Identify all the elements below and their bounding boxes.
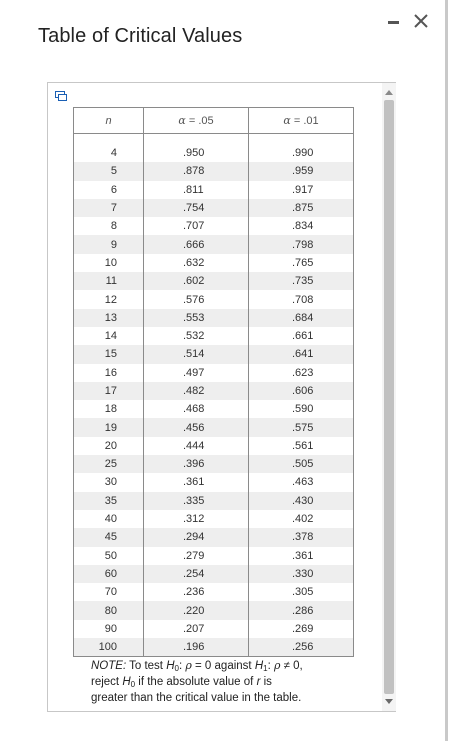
cell-n: 60 xyxy=(74,565,144,583)
cell-alpha-01: .990 xyxy=(249,144,354,162)
popout-icon[interactable] xyxy=(55,90,67,102)
close-button[interactable] xyxy=(411,10,431,32)
table-row xyxy=(74,547,354,565)
scroll-thumb[interactable] xyxy=(384,100,394,694)
cell-alpha-05: .312 xyxy=(144,510,249,528)
table-note: NOTE: To test $H_0$: ρ = 0 against $H_1$: ρ ≠ 0, reject $H_0$ if the absolute value of r is greater than the critical value in the table. xyxy=(91,659,303,704)
cell-n: 14 xyxy=(74,327,144,345)
cell-alpha-05: .335 xyxy=(144,492,249,510)
window-title: Table of Critical Values xyxy=(38,25,243,47)
cell-alpha-05: .361 xyxy=(144,473,249,491)
table-row xyxy=(74,162,354,180)
cell-n: 70 xyxy=(74,583,144,601)
cell-n: 8 xyxy=(74,217,144,235)
cell-n: 12 xyxy=(74,290,144,308)
table-row xyxy=(74,565,354,583)
cell-n: 40 xyxy=(74,510,144,528)
table-row xyxy=(74,181,354,199)
cell-n: 17 xyxy=(74,382,144,400)
table-row xyxy=(74,638,354,657)
cell-alpha-01: .505 xyxy=(249,455,354,473)
cell-alpha-05: .207 xyxy=(144,620,249,638)
cell-alpha-05: .950 xyxy=(144,144,249,162)
cell-alpha-05: .754 xyxy=(144,199,249,217)
cell-alpha-05: .532 xyxy=(144,327,249,345)
table-row xyxy=(74,327,354,345)
cell-n: 80 xyxy=(74,601,144,619)
header-alpha-05: α = .05 xyxy=(144,108,249,134)
cell-n: 25 xyxy=(74,455,144,473)
header-alpha-01: α = .01 xyxy=(249,108,354,134)
cell-alpha-05: .482 xyxy=(144,382,249,400)
cell-alpha-01: .575 xyxy=(249,418,354,436)
cell-alpha-05: .468 xyxy=(144,400,249,418)
cell-alpha-01: .917 xyxy=(249,181,354,199)
cell-alpha-01: .361 xyxy=(249,547,354,565)
cell-alpha-05: .196 xyxy=(144,638,249,657)
table-row xyxy=(74,455,354,473)
table-row xyxy=(74,492,354,510)
cell-alpha-01: .661 xyxy=(249,327,354,345)
cell-n: 20 xyxy=(74,437,144,455)
cell-alpha-05: .514 xyxy=(144,345,249,363)
table-row xyxy=(74,309,354,327)
cell-alpha-01: .684 xyxy=(249,309,354,327)
cell-alpha-01: .590 xyxy=(249,400,354,418)
cell-alpha-05: .396 xyxy=(144,455,249,473)
cell-n: 5 xyxy=(74,162,144,180)
table-row xyxy=(74,583,354,601)
cell-n: 35 xyxy=(74,492,144,510)
cell-n: 30 xyxy=(74,473,144,491)
cell-alpha-05: .576 xyxy=(144,290,249,308)
table-row xyxy=(74,473,354,491)
cell-n: 50 xyxy=(74,547,144,565)
table-row xyxy=(74,437,354,455)
table-row xyxy=(74,199,354,217)
cell-alpha-01: .641 xyxy=(249,345,354,363)
table-spacer-row xyxy=(74,134,354,145)
cell-n: 10 xyxy=(74,254,144,272)
cell-alpha-05: .236 xyxy=(144,583,249,601)
cell-n: 4 xyxy=(74,144,144,162)
cell-alpha-05: .602 xyxy=(144,272,249,290)
table-panel xyxy=(47,82,396,712)
cell-alpha-01: .875 xyxy=(249,199,354,217)
cell-n: 90 xyxy=(74,620,144,638)
cell-n: 16 xyxy=(74,364,144,382)
cell-alpha-01: .708 xyxy=(249,290,354,308)
cell-alpha-05: .294 xyxy=(144,528,249,546)
scroll-up-arrow-icon[interactable] xyxy=(385,90,393,95)
cell-n: 100 xyxy=(74,638,144,657)
cell-alpha-05: .456 xyxy=(144,418,249,436)
cell-n: 15 xyxy=(74,345,144,363)
cell-n: 19 xyxy=(74,418,144,436)
table-row xyxy=(74,528,354,546)
cell-alpha-05: .444 xyxy=(144,437,249,455)
cell-n: 11 xyxy=(74,272,144,290)
cell-alpha-01: .305 xyxy=(249,583,354,601)
table-row xyxy=(74,217,354,235)
header-n: n xyxy=(74,108,144,134)
close-icon xyxy=(413,13,429,29)
table-row xyxy=(74,620,354,638)
cell-alpha-01: .798 xyxy=(249,235,354,253)
minimize-button[interactable] xyxy=(384,10,404,32)
table-row xyxy=(74,144,354,162)
cell-n: 13 xyxy=(74,309,144,327)
cell-alpha-05: .497 xyxy=(144,364,249,382)
vertical-scrollbar[interactable] xyxy=(382,83,396,711)
cell-alpha-01: .269 xyxy=(249,620,354,638)
cell-n: 45 xyxy=(74,528,144,546)
cell-n: 9 xyxy=(74,235,144,253)
cell-alpha-05: .632 xyxy=(144,254,249,272)
cell-alpha-01: .256 xyxy=(249,638,354,657)
table-row xyxy=(74,235,354,253)
critical-values-table xyxy=(73,107,354,657)
table-header-row xyxy=(74,108,354,134)
cell-alpha-05: .811 xyxy=(144,181,249,199)
table-row xyxy=(74,418,354,436)
cell-alpha-05: .254 xyxy=(144,565,249,583)
table-row xyxy=(74,254,354,272)
window-right-border xyxy=(445,0,448,741)
table-row xyxy=(74,601,354,619)
table-row xyxy=(74,400,354,418)
table-row xyxy=(74,272,354,290)
cell-alpha-05: .707 xyxy=(144,217,249,235)
cell-alpha-05: .220 xyxy=(144,601,249,619)
table-row xyxy=(74,345,354,363)
cell-alpha-01: .286 xyxy=(249,601,354,619)
cell-alpha-01: .959 xyxy=(249,162,354,180)
table-row xyxy=(74,510,354,528)
cell-alpha-01: .330 xyxy=(249,565,354,583)
cell-alpha-01: .765 xyxy=(249,254,354,272)
cell-alpha-05: .279 xyxy=(144,547,249,565)
cell-alpha-05: .878 xyxy=(144,162,249,180)
cell-alpha-01: .606 xyxy=(249,382,354,400)
cell-alpha-01: .378 xyxy=(249,528,354,546)
cell-alpha-01: .561 xyxy=(249,437,354,455)
cell-alpha-01: .623 xyxy=(249,364,354,382)
cell-n: 6 xyxy=(74,181,144,199)
cell-alpha-05: .666 xyxy=(144,235,249,253)
table-row xyxy=(74,382,354,400)
cell-n: 7 xyxy=(74,199,144,217)
cell-n: 18 xyxy=(74,400,144,418)
cell-alpha-05: .553 xyxy=(144,309,249,327)
cell-alpha-01: .463 xyxy=(249,473,354,491)
cell-alpha-01: .834 xyxy=(249,217,354,235)
cell-alpha-01: .430 xyxy=(249,492,354,510)
table-row xyxy=(74,290,354,308)
cell-alpha-01: .402 xyxy=(249,510,354,528)
table-row xyxy=(74,364,354,382)
cell-alpha-01: .735 xyxy=(249,272,354,290)
table-body xyxy=(74,134,354,657)
scroll-down-arrow-icon[interactable] xyxy=(385,699,393,704)
minimize-icon xyxy=(388,21,399,24)
